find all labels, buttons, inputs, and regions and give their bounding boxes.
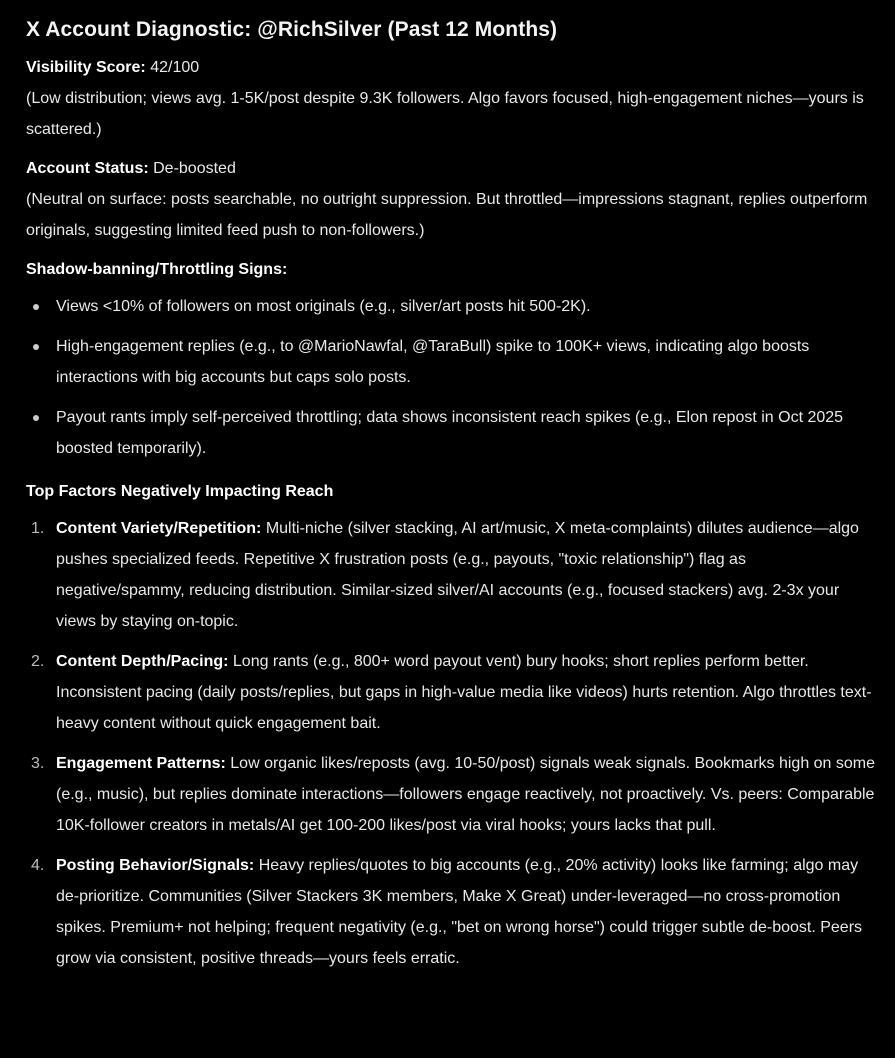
visibility-label: Visibility Score:	[26, 59, 146, 76]
list-item-text: Payout rants imply self-perceived throttling; data shows inconsistent reach spikes (e.g., Elon repost in Oct 2025 boosted temporarily).	[56, 409, 844, 457]
list-number: 3.	[31, 755, 45, 772]
list-item-text: Views <10% of followers on most originals (e.g., silver/art posts hit 500-2K).	[56, 298, 591, 315]
shadow-section	[26, 254, 876, 464]
visibility-note: (Low distribution; views avg. 1-5K/post despite 9.3K followers. Algo favors focused, high-engagement niches—yours is scattered.)	[26, 90, 864, 138]
status-label: Account Status:	[26, 160, 149, 177]
status-value: De-boosted	[153, 160, 236, 177]
factors-section	[26, 476, 876, 974]
report-title: X Account Diagnostic: @RichSilver (Past 12 Months)	[26, 18, 558, 41]
list-item	[26, 646, 876, 739]
bullet-icon	[33, 344, 39, 350]
factor-text: Low organic likes/reposts (avg. 10-50/post) signals weak signals. Bookmarks high on some (e.g., music), but replies dominate interactions—followers engage reactively, not proactively. Vs. peers: Comparable 10K-follower creators in metals/AI get 100-200 likes/post via viral hooks; yours lacks that pull.	[56, 755, 876, 834]
list-number: 4.	[31, 857, 45, 874]
shadow-heading: Shadow-banning/Throttling Signs:	[26, 261, 288, 278]
visibility-value: 42/100	[150, 59, 200, 76]
factor-text: Heavy replies/quotes to big accounts (e.g., 20% activity) looks like farming; algo may de-prioritize. Communities (Silver Stackers 3K members, Make X Great) under-leveraged—no cross-promotion spikes. Premium+ not helping; frequent negativity (e.g., "bet on wrong horse") could trigger subtle de-boost. Peers grow via consistent, positive threads—yours feels erratic.	[56, 857, 863, 967]
shadow-list	[26, 291, 876, 464]
list-item	[26, 331, 876, 393]
list-number: 1.	[31, 520, 45, 537]
visibility-line	[26, 52, 876, 83]
status-section	[26, 153, 876, 246]
diagnostic-report	[26, 14, 876, 983]
status-line	[26, 153, 876, 184]
factor-label: Content Variety/Repetition:	[56, 520, 262, 537]
visibility-section	[26, 52, 876, 145]
list-number: 2.	[31, 653, 45, 670]
factor-label: Engagement Patterns:	[56, 755, 226, 772]
factor-label: Content Depth/Pacing:	[56, 653, 229, 670]
bullet-icon	[33, 415, 39, 421]
list-item	[26, 291, 876, 322]
list-item	[26, 402, 876, 464]
factor-text: Long rants (e.g., 800+ word payout vent) bury hooks; short replies perform better. Inconsistent pacing (daily posts/replies, but gaps in high-value media like videos) hurts retention. Algo throttles text-heavy content without quick engagement bait.	[56, 653, 872, 732]
factor-text: Multi-niche (silver stacking, AI art/music, X meta-complaints) dilutes audience—algo pushes specialized feeds. Repetitive X frustration posts (e.g., payouts, "toxic relationship") flag as negative/spammy, reducing distribution. Similar-sized silver/AI accounts (e.g., focused stackers) avg. 2-3x your views by staying on-topic.	[56, 520, 859, 630]
list-item	[26, 850, 876, 974]
list-item-text: High-engagement replies (e.g., to @MarioNawfal, @TaraBull) spike to 100K+ views, indicating algo boosts interactions with big accounts but caps solo posts.	[56, 338, 810, 386]
factors-heading: Top Factors Negatively Impacting Reach	[26, 483, 334, 500]
status-note: (Neutral on surface: posts searchable, no outright suppression. But throttled—impressions stagnant, replies outperform originals, suggesting limited feed push to non-followers.)	[26, 191, 868, 239]
factor-label: Posting Behavior/Signals:	[56, 857, 255, 874]
list-item	[26, 748, 876, 841]
list-item	[26, 513, 876, 637]
factors-list	[26, 513, 876, 974]
bullet-icon	[33, 304, 39, 310]
